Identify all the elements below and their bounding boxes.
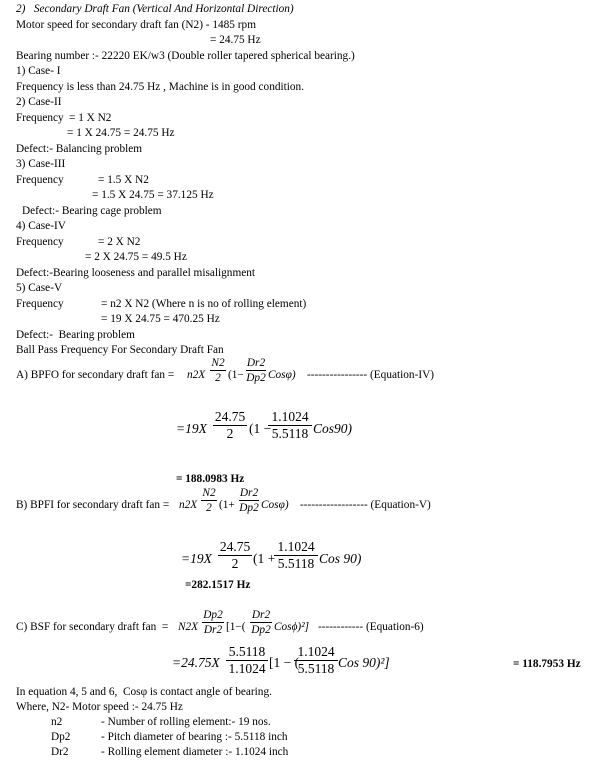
bsf-fraction-dp-over-dr bbox=[202, 609, 224, 636]
case-5-result: = 19 X 24.75 = 470.25 Hz bbox=[101, 313, 220, 325]
case-3-defect: Defect:- Bearing cage problem bbox=[22, 205, 162, 217]
bsf-fraction-numerator: Dr2 bbox=[251, 609, 271, 621]
bsf-equation-ref: ------------ (Equation-6) bbox=[318, 621, 424, 633]
case-2-title: 2) Case-II bbox=[16, 96, 62, 108]
case-4-frequency-label: Frequency bbox=[16, 236, 64, 248]
bsf-fraction-denominator: Dr2 bbox=[203, 624, 223, 636]
case-2-frequency-label: Frequency bbox=[16, 112, 64, 124]
bpfi-label: B) BPFI for secondary draft fan = bbox=[16, 499, 173, 511]
bsf-sub-numerator: 5.5118 bbox=[228, 644, 266, 659]
bpfi-formula-suffix: Cosφ) bbox=[261, 499, 292, 511]
bsf-formula-prefix: N2X bbox=[178, 621, 199, 633]
bpfi-sub-mid: (1 + bbox=[253, 551, 276, 566]
fraction-bar bbox=[250, 622, 272, 623]
case-3-title: 3) Case-III bbox=[16, 158, 66, 170]
bpfo-sub-prefix: =19X bbox=[176, 421, 207, 436]
bpfo-fraction-n2-over-2 bbox=[210, 357, 226, 384]
case-3-equation: = 1.5 X N2 bbox=[98, 174, 149, 186]
bsf-fraction-dr-over-dp bbox=[250, 609, 272, 636]
bpfi-equation-ref: ------------------ (Equation-V) bbox=[300, 499, 431, 511]
case-5-frequency-label: Frequency bbox=[16, 298, 64, 310]
bpfo-formula-prefix: n2X bbox=[187, 369, 206, 381]
bpfo-result: = 188.0983 Hz bbox=[176, 473, 245, 485]
fraction-bar bbox=[201, 500, 217, 501]
bpfi-fraction-dr-over-dp bbox=[239, 487, 259, 514]
case-3-frequency-label: Frequency bbox=[16, 174, 64, 186]
motor-speed-line: Motor speed for secondary draft fan (N2) - 1485 rpm bbox=[16, 19, 256, 31]
bpfi-sub-denominator: 2 bbox=[231, 556, 239, 571]
def-description: - Pitch diameter of bearing :- 5.5118 inch bbox=[101, 731, 288, 743]
bpfo-fraction-numerator: N2 bbox=[211, 357, 225, 369]
bpfi-formula-mid: (1+ bbox=[219, 499, 235, 511]
bpfi-result: =282.1517 Hz bbox=[185, 579, 251, 591]
bpfo-sub-denominator: 5.5118 bbox=[271, 426, 309, 441]
bpfi-fraction-denominator: 2 bbox=[206, 502, 212, 514]
bpfo-fraction-dr-over-dp bbox=[246, 357, 266, 384]
bsf-sub-suffix: Cos 90)²] bbox=[338, 655, 390, 670]
bsf-sub-mid: [1 − ( bbox=[269, 655, 300, 670]
contact-angle-note: In equation 4, 5 and 6, Cosφ is contact angle of bearing. bbox=[16, 686, 272, 698]
bsf-sub-denominator: 5.5118 bbox=[297, 661, 335, 676]
def-description: - Number of rolling element:- 19 nos. bbox=[101, 716, 271, 728]
bpf-heading: Ball Pass Frequency For Secondary Draft Fan bbox=[16, 344, 224, 356]
fraction-bar bbox=[202, 622, 224, 623]
case-4-defect: Defect:-Bearing looseness and parallel misalignment bbox=[16, 267, 256, 279]
where-note: Where, N2- Motor speed :- 24.75 Hz bbox=[16, 701, 183, 713]
bpfi-sub-numerator: 1.1024 bbox=[277, 539, 315, 554]
def-description: - Rolling element diameter :- 1.1024 inch bbox=[101, 746, 289, 758]
bpfi-sub-suffix: Cos 90) bbox=[319, 551, 362, 566]
bsf-sub-numerator: 1.1024 bbox=[297, 644, 335, 659]
bsf-sub-fraction-2 bbox=[294, 645, 338, 676]
bpfo-sub-numerator: 1.1024 bbox=[271, 409, 309, 424]
bpfi-sub-prefix: =19X bbox=[181, 551, 212, 566]
case-2-defect: Defect:- Balancing problem bbox=[16, 143, 143, 155]
bpfi-sub-numerator: 24.75 bbox=[219, 539, 251, 554]
bpfo-label: A) BPFO for secondary draft fan = bbox=[16, 369, 178, 381]
bpfi-fraction-denominator: Dp2 bbox=[239, 502, 259, 514]
bsf-sub-prefix: =24.75X bbox=[172, 655, 220, 670]
bpfi-sub-fraction-1 bbox=[218, 540, 252, 571]
fraction-bar bbox=[239, 500, 259, 501]
bpfi-fraction-numerator: Dr2 bbox=[239, 487, 259, 499]
fraction-bar bbox=[246, 370, 266, 371]
section-heading: 2) Secondary Draft Fan (Vertical And Horizontal Direction) bbox=[16, 3, 294, 15]
bpfi-fraction-numerator: N2 bbox=[202, 487, 216, 499]
case-5-title: 5) Case-V bbox=[16, 282, 63, 294]
bpfo-sub-suffix: Cos90) bbox=[313, 421, 353, 436]
bsf-label: C) BSF for secondary draft fan = bbox=[16, 621, 172, 633]
case-5-equation: = n2 X N2 (Where n is no of rolling element) bbox=[101, 298, 307, 310]
case-1-text: Frequency is less than 24.75 Hz , Machine is in good condition. bbox=[16, 81, 305, 93]
case-3-result: = 1.5 X 24.75 = 37.125 Hz bbox=[92, 189, 214, 201]
bpfo-formula-mid: (1− bbox=[228, 369, 244, 381]
bsf-sub-fraction-1 bbox=[226, 645, 268, 676]
fraction-bar bbox=[210, 370, 226, 371]
bpfo-fraction-denominator: Dp2 bbox=[246, 372, 266, 384]
bsf-formula-mid: [1−( bbox=[226, 621, 246, 633]
bearing-number-line: Bearing number :- 22220 EK/w3 (Double roller tapered spherical bearing.) bbox=[16, 50, 355, 62]
def-symbol: n2 bbox=[51, 716, 63, 728]
bpfi-fraction-n2-over-2 bbox=[201, 487, 217, 514]
bsf-fraction-numerator: Dp2 bbox=[203, 609, 223, 621]
bpfo-equation-ref: ---------------- (Equation-IV) bbox=[307, 369, 435, 381]
case-4-result: = 2 X 24.75 = 49.5 Hz bbox=[85, 251, 187, 263]
bpfo-fraction-denominator: 2 bbox=[215, 372, 221, 384]
case-4-equation: = 2 X N2 bbox=[98, 236, 141, 248]
bpfo-sub-fraction-1 bbox=[213, 410, 247, 441]
bpfi-formula-prefix: n2X bbox=[179, 499, 198, 511]
case-4-title: 4) Case-IV bbox=[16, 220, 66, 232]
motor-speed-hz: = 24.75 Hz bbox=[210, 34, 261, 46]
bpfi-sub-fraction-2 bbox=[274, 540, 318, 571]
bsf-fraction-denominator: Dp2 bbox=[251, 624, 271, 636]
bpfo-sub-fraction-2 bbox=[268, 410, 312, 441]
bpfo-sub-numerator: 24.75 bbox=[214, 409, 246, 424]
case-1-title: 1) Case- I bbox=[16, 65, 61, 77]
case-2-equation: = 1 X N2 bbox=[69, 112, 112, 124]
bsf-result: = 118.7953 Hz bbox=[513, 658, 581, 670]
bpfo-sub-mid: (1 − bbox=[249, 421, 272, 436]
def-symbol: Dp2 bbox=[51, 731, 71, 743]
bpfi-sub-denominator: 5.5118 bbox=[277, 556, 315, 571]
bpfo-fraction-numerator: Dr2 bbox=[246, 357, 266, 369]
case-5-defect: Defect:- Bearing problem bbox=[16, 329, 135, 341]
def-symbol: Dr2 bbox=[51, 746, 69, 758]
case-2-result: = 1 X 24.75 = 24.75 Hz bbox=[67, 127, 175, 139]
bpfo-sub-denominator: 2 bbox=[226, 426, 234, 441]
bsf-formula-suffix: Cosϕ)²] bbox=[274, 621, 309, 633]
bsf-sub-denominator: 1.1024 bbox=[228, 661, 266, 676]
bpfo-formula-suffix: Cosφ) bbox=[268, 369, 299, 381]
